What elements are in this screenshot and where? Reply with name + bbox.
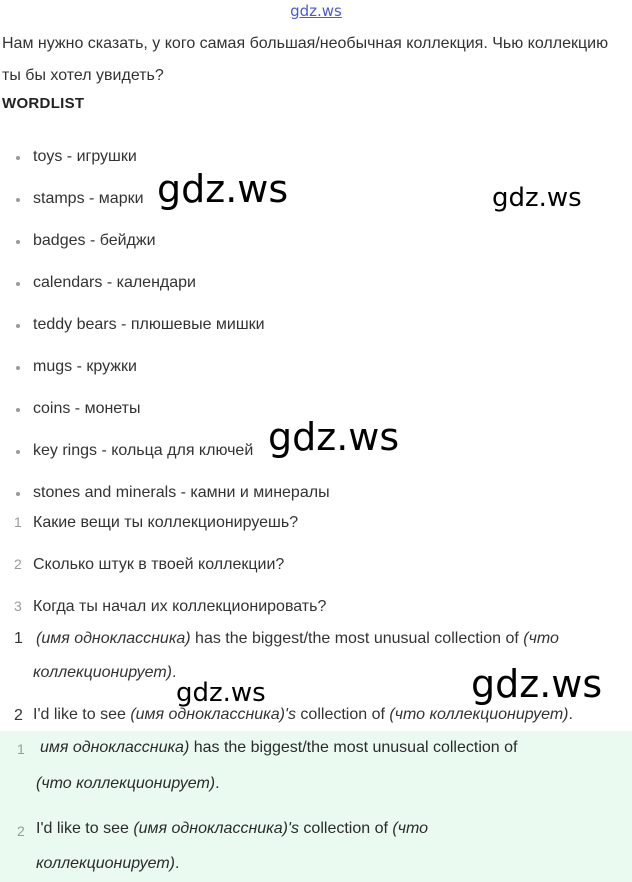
bullet-icon xyxy=(16,282,20,286)
answer-number: 1 xyxy=(14,630,23,647)
answer-number: 2 xyxy=(14,707,23,724)
answer-placeholder: (что xyxy=(523,630,559,647)
site-header-link[interactable]: gdz.ws xyxy=(290,2,342,20)
wordlist-item-text: toys - игрушки xyxy=(33,148,137,165)
task-intro: Нам нужно сказать, у кого самая большая/необычная коллекция. Чью коллекцию ты бы хотел увидеть? xyxy=(2,35,609,84)
wordlist-item-text: stamps - марки xyxy=(33,190,144,207)
question-number: 2 xyxy=(14,556,22,572)
answer-placeholder: коллекционирует) xyxy=(33,664,172,681)
watermark-logo: gdz.ws xyxy=(176,678,266,708)
answer-placeholder: коллекционирует) xyxy=(36,855,175,872)
answer-text: . xyxy=(175,855,180,872)
wordlist-item-text: key rings - кольца для ключей xyxy=(33,442,254,459)
answer-line-2 xyxy=(33,706,573,724)
wordlist-item-text: mugs - кружки xyxy=(33,358,137,375)
bullet-icon xyxy=(16,408,20,412)
answer-number: 1 xyxy=(17,741,25,757)
answer-line-1 xyxy=(36,630,559,648)
wordlist-item-text: badges - бейджи xyxy=(33,232,156,249)
answer-text: has the biggest/the most unusual collection of xyxy=(190,630,524,647)
watermark-logo: gdz.ws xyxy=(268,415,400,459)
answer-text: I'd like to see xyxy=(33,706,131,723)
answer-line-1-cont xyxy=(33,664,176,682)
answer-placeholder: (имя одноклассника)'s xyxy=(133,820,299,837)
wordlist-item-text: calendars - календари xyxy=(33,274,196,291)
watermark-logo: gdz.ws xyxy=(471,662,603,706)
bullet-icon xyxy=(16,240,20,244)
question-number: 1 xyxy=(14,514,22,530)
answer-placeholder: (что коллекционирует) xyxy=(389,706,569,723)
green-answer-line-2-cont xyxy=(36,855,179,873)
answer-text: collection of xyxy=(295,706,390,723)
watermark-logo: gdz.ws xyxy=(157,167,289,211)
wordlist-item-text: coins - монеты xyxy=(33,400,141,417)
wordlist-item-text: teddy bears - плюшевые мишки xyxy=(33,316,265,333)
wordlist-heading: WORDLIST xyxy=(2,95,85,112)
answer-placeholder: имя одноклассника) xyxy=(40,739,190,756)
bullet-icon xyxy=(16,366,20,370)
answer-text: . xyxy=(172,664,177,681)
bullet-icon xyxy=(16,450,20,454)
green-answer-line-2 xyxy=(36,820,428,838)
answer-highlight-box xyxy=(0,731,632,882)
green-answer-line-1-cont xyxy=(36,775,220,793)
wordlist-item-text: stones and minerals - камни и минералы xyxy=(33,484,330,501)
question-text: Сколько штук в твоей коллекции? xyxy=(33,556,285,573)
answer-placeholder: (имя одноклассника) xyxy=(36,630,191,647)
green-answer-line-1 xyxy=(40,739,517,757)
watermark-logo: gdz.ws xyxy=(492,183,582,213)
answer-text: I'd like to see xyxy=(36,820,134,837)
question-number: 3 xyxy=(14,598,22,614)
answer-text: has the biggest/the most unusual collection of xyxy=(189,739,518,756)
answer-placeholder: (что xyxy=(392,820,429,837)
bullet-icon xyxy=(16,492,20,496)
answer-text: . xyxy=(568,706,573,723)
answer-text: . xyxy=(215,775,220,792)
answer-placeholder: (имя одноклассника)'s xyxy=(130,706,296,723)
bullet-icon xyxy=(16,324,20,328)
bullet-icon xyxy=(16,198,20,202)
answer-text: collection of xyxy=(298,820,393,837)
question-text: Когда ты начал их коллекционировать? xyxy=(33,598,327,615)
question-text: Какие вещи ты коллекционируешь? xyxy=(33,514,299,531)
answer-number: 2 xyxy=(17,823,25,839)
bullet-icon xyxy=(16,156,20,160)
answer-placeholder: (что коллекционирует) xyxy=(36,775,216,792)
